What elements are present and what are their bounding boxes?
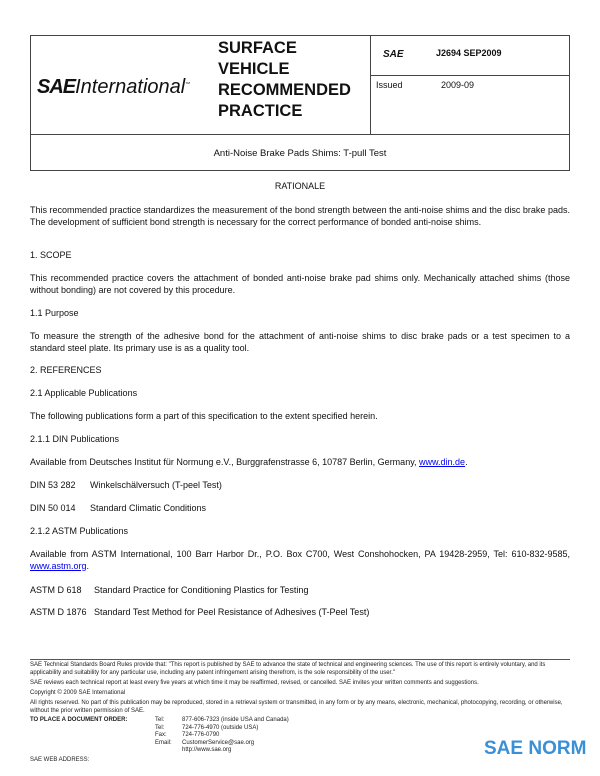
din-link[interactable]: www.din.de (419, 457, 466, 467)
applicable-text: The following publications form a part of this specification to the extent specified herein. (30, 411, 378, 421)
logo-tm: ™ (185, 81, 191, 88)
reference-row (30, 503, 570, 515)
contact-value: 877-606-7323 (inside USA and Canada) (182, 717, 289, 723)
title-line: VEHICLE (218, 60, 290, 78)
sae-international-logo (37, 76, 190, 99)
sae-small-logo: SAE (383, 49, 404, 60)
reference-title: Standard Practice for Conditioning Plastics for Testing (94, 585, 309, 595)
contact-label: Tel: (155, 724, 165, 731)
scope-heading: 1. SCOPE (30, 250, 72, 260)
contact-label: Tel: (155, 717, 165, 723)
sae-norm-watermark: SAE NORM (484, 738, 587, 759)
applicable-heading: 2.1 Applicable Publications (30, 388, 138, 398)
document-number: J2694 SEP2009 (436, 48, 502, 58)
logo-international: International (75, 76, 186, 98)
logo-sae: SAE (37, 76, 76, 98)
reference-title: Standard Climatic Conditions (90, 503, 207, 513)
document-info (370, 36, 570, 134)
rationale-heading: RATIONALE (274, 181, 326, 191)
reference-row (30, 480, 570, 492)
astm-link[interactable]: www.astm.org (30, 560, 87, 571)
contact-value[interactable]: CustomerService@sae.org (182, 739, 255, 746)
astm-heading: 2.1.2 ASTM Publications (30, 526, 129, 536)
document-type-title (218, 38, 351, 122)
reference-id: ASTM D 618 (30, 585, 82, 595)
din-address: Available from Deutsches Institut für Normung e.V., Burggrafenstrasse 6, 10787 Berlin, Germany, (30, 457, 420, 467)
reference-title: Standard Test Method for Peel Resistance of Adhesives (T-Peel Test) (94, 607, 370, 617)
reference-id: DIN 53 282 (30, 480, 76, 490)
reference-row (30, 607, 570, 619)
rationale-text: This recommended practice standardizes the measurement of the bond strength between the anti-noise shims and the disc brake pads. The development of sufficient bond strength is necessary for the correct performance of bonded anti-noise shims. (30, 205, 570, 227)
footer-rights: All rights reserved. No part of this publication may be reproduced, stored in a retrieval system or transmitted, in any form or by any means, electronic, mechanical, photocopying, recording, or otherwise, without the prior written permission of SAE. (30, 700, 563, 714)
web-label: SAE WEB ADDRESS: (30, 757, 90, 763)
astm-text: Available from ASTM International, 100 Barr Harbor Dr., P.O. Box C700, West Conshohocken, PA 19428-2959, Tel: 610-832-9585, www.astm.org. (30, 549, 570, 571)
footer-divider (30, 659, 570, 660)
purpose-heading: 1.1 Purpose (30, 308, 79, 318)
issued-date: 2009-09 (441, 80, 475, 90)
scope-text: This recommended practice covers the attachment of bonded anti-noise brake pad shims only. Mechanically attached shims (those without bonding) are not covered by this procedure. (30, 273, 570, 295)
document-subtitle: Anti-Noise Brake Pads Shims: T-pull Test (31, 134, 569, 171)
reference-id: DIN 50 014 (30, 503, 76, 513)
document-header (30, 35, 570, 171)
purpose-text: To measure the strength of the adhesive bond for the attachment of anti-noise shims to disc brake pads or a test specimen to a standard steel plate. Its primary use is as a quality tool. (30, 331, 570, 353)
reference-id: ASTM D 1876 (30, 607, 87, 617)
title-line: RECOMMENDED (218, 81, 351, 99)
contact-label: Fax: (155, 732, 167, 738)
contact-label: Email: (155, 739, 172, 746)
footer-rules: SAE Technical Standards Board Rules provide that: "This report is published by SAE to advance the state of technical and engineering sciences. The use of this report is entirely voluntary, and its applicability and suitability for any particular use, including any patent infringement arising therefrom, is the sole responsibility of the user." (30, 662, 546, 676)
contact-value: 724-776-4970 (outside USA) (182, 724, 259, 731)
contact-value: 724-776-0790 (182, 732, 220, 738)
footer-review: SAE reviews each technical report at least every five years at which time it may be reaffirmed, revised, or cancelled. SAE invites your written comments and suggestions. (30, 680, 479, 686)
order-label: TO PLACE A DOCUMENT ORDER: (30, 717, 128, 723)
references-heading: 2. REFERENCES (30, 365, 102, 375)
din-heading: 2.1.1 DIN Publications (30, 434, 120, 444)
web-address[interactable]: http://www.sae.org (182, 747, 232, 753)
contact-list (155, 717, 455, 755)
title-line: PRACTICE (218, 102, 303, 120)
din-text: Available from Deutsches Institut für Normung e.V., Burggrafenstrasse 6, 10787 Berlin, Germany, www.din.de. (30, 457, 468, 467)
astm-address: Available from ASTM International, 100 Barr Harbor Dr., P.O. Box C700, West Conshohocken, PA 19428-2959, Tel: 610-832-9585, (30, 549, 570, 559)
footer-copyright: Copyright © 2009 SAE International (30, 690, 126, 696)
issued-label: Issued (376, 80, 403, 90)
reference-title: Winkelschälversuch (T-peel Test) (90, 480, 222, 490)
title-line: SURFACE (218, 39, 297, 57)
reference-row (30, 585, 570, 597)
